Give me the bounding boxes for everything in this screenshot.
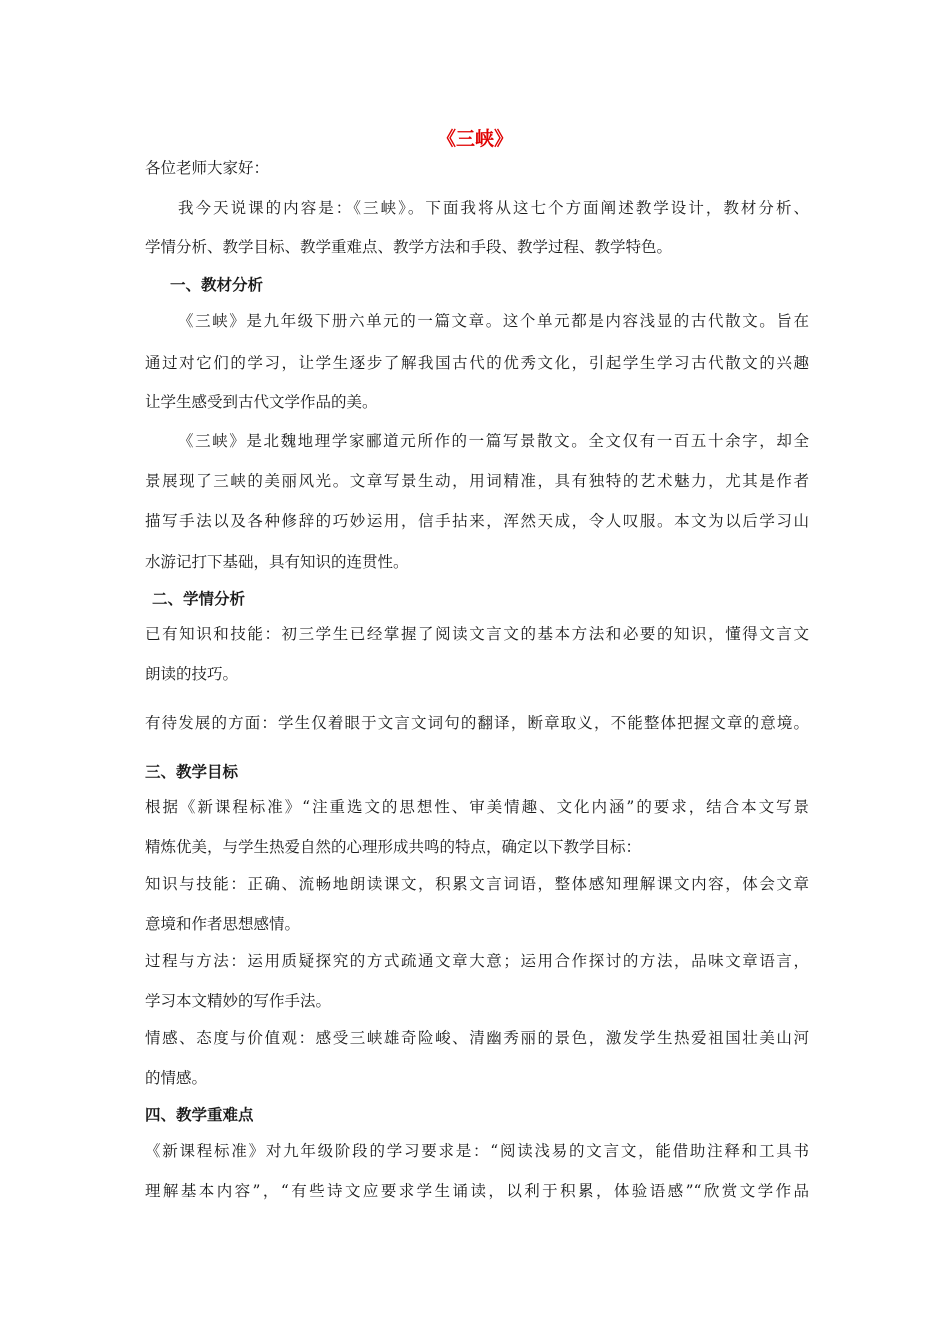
section-heading-materials: 一、教材分析 (170, 275, 264, 294)
section-heading-key-points: 四、教学重难点 (145, 1105, 254, 1124)
materials-para2-line-1: 《三峡》是北魏地理学家郦道元所作的一篇写景散文。全文仅有一百五十余字，却全 (178, 432, 809, 450)
objectives-emotion-line-1: 情感、态度与价值观：感受三峡雄奇险峻、清幽秀丽的景色，激发学生热爱祖国壮美山河 (145, 1029, 809, 1047)
materials-para2-line-3: 描写手法以及各种修辞的巧妙运用，信手拈来，浑然天成，令人叹服。本文为以后学习山 (145, 512, 809, 530)
learners-develop: 有待发展的方面：学生仅着眼于文言文词句的翻译，断章取义，不能整体把握文章的意境。 (145, 714, 809, 732)
materials-para2-line-4: 水游记打下基础，具有知识的连贯性。 (145, 553, 409, 571)
learners-known-line-1: 已有知识和技能：初三学生已经掌握了阅读文言文的基本方法和必要的知识，懂得文言文 (145, 625, 809, 643)
materials-para1-line-2: 通过对它们的学习，让学生逐步了解我国古代的优秀文化，引起学生学习古代散文的兴趣 (145, 354, 809, 372)
materials-para2-line-2: 景展现了三峡的美丽风光。文章写景生动，用词精准，具有独特的艺术魅力，尤其是作者 (145, 472, 809, 490)
key-points-line-1: 《新课程标准》对九年级阶段的学习要求是：“阅读浅易的文言文，能借助注释和工具书 (145, 1142, 809, 1160)
materials-para1-line-3: 让学生感受到古代文学作品的美。 (145, 393, 378, 411)
materials-para1-line-1: 《三峡》是九年级下册六单元的一篇文章。这个单元都是内容浅显的古代散文。旨在 (178, 312, 809, 330)
objectives-process-line-2: 学习本文精妙的写作手法。 (145, 992, 332, 1010)
section-heading-objectives: 三、教学目标 (145, 762, 239, 781)
intro-line-1: 我今天说课的内容是：《三峡》。下面我将从这七个方面阐述教学设计，教材分析、 (178, 199, 809, 217)
objectives-emotion-line-2: 的情感。 (145, 1069, 208, 1087)
greeting: 各位老师大家好： (145, 159, 270, 177)
objectives-knowledge-line-2: 意境和作者思想感情。 (145, 915, 301, 933)
intro-line-2: 学情分析、教学目标、教学重难点、教学方法和手段、教学过程、教学特色。 (145, 238, 673, 256)
objectives-basis-line-1: 根据《新课程标准》“注重选文的思想性、审美情趣、文化内涵”的要求，结合本文写景 (145, 798, 809, 816)
learners-known-line-2: 朗读的技巧。 (145, 665, 239, 683)
section-heading-learners: 二、学情分析 (152, 589, 246, 608)
objectives-process-line-1: 过程与方法：运用质疑探究的方式疏通文章大意；运用合作探讨的方法，品味文章语言， (145, 952, 809, 970)
objectives-basis-line-2: 精炼优美，与学生热爱自然的心理形成共鸣的特点，确定以下教学目标： (145, 838, 642, 856)
key-points-line-2: 理解基本内容”，“有些诗文应要求学生诵读，以利于积累，体验语感”“欣赏文学作品 (145, 1182, 809, 1200)
document-title: 《三峡》 (436, 128, 513, 150)
objectives-knowledge-line-1: 知识与技能：正确、流畅地朗读课文，积累文言词语，整体感知理解课文内容，体会文章 (145, 875, 809, 893)
